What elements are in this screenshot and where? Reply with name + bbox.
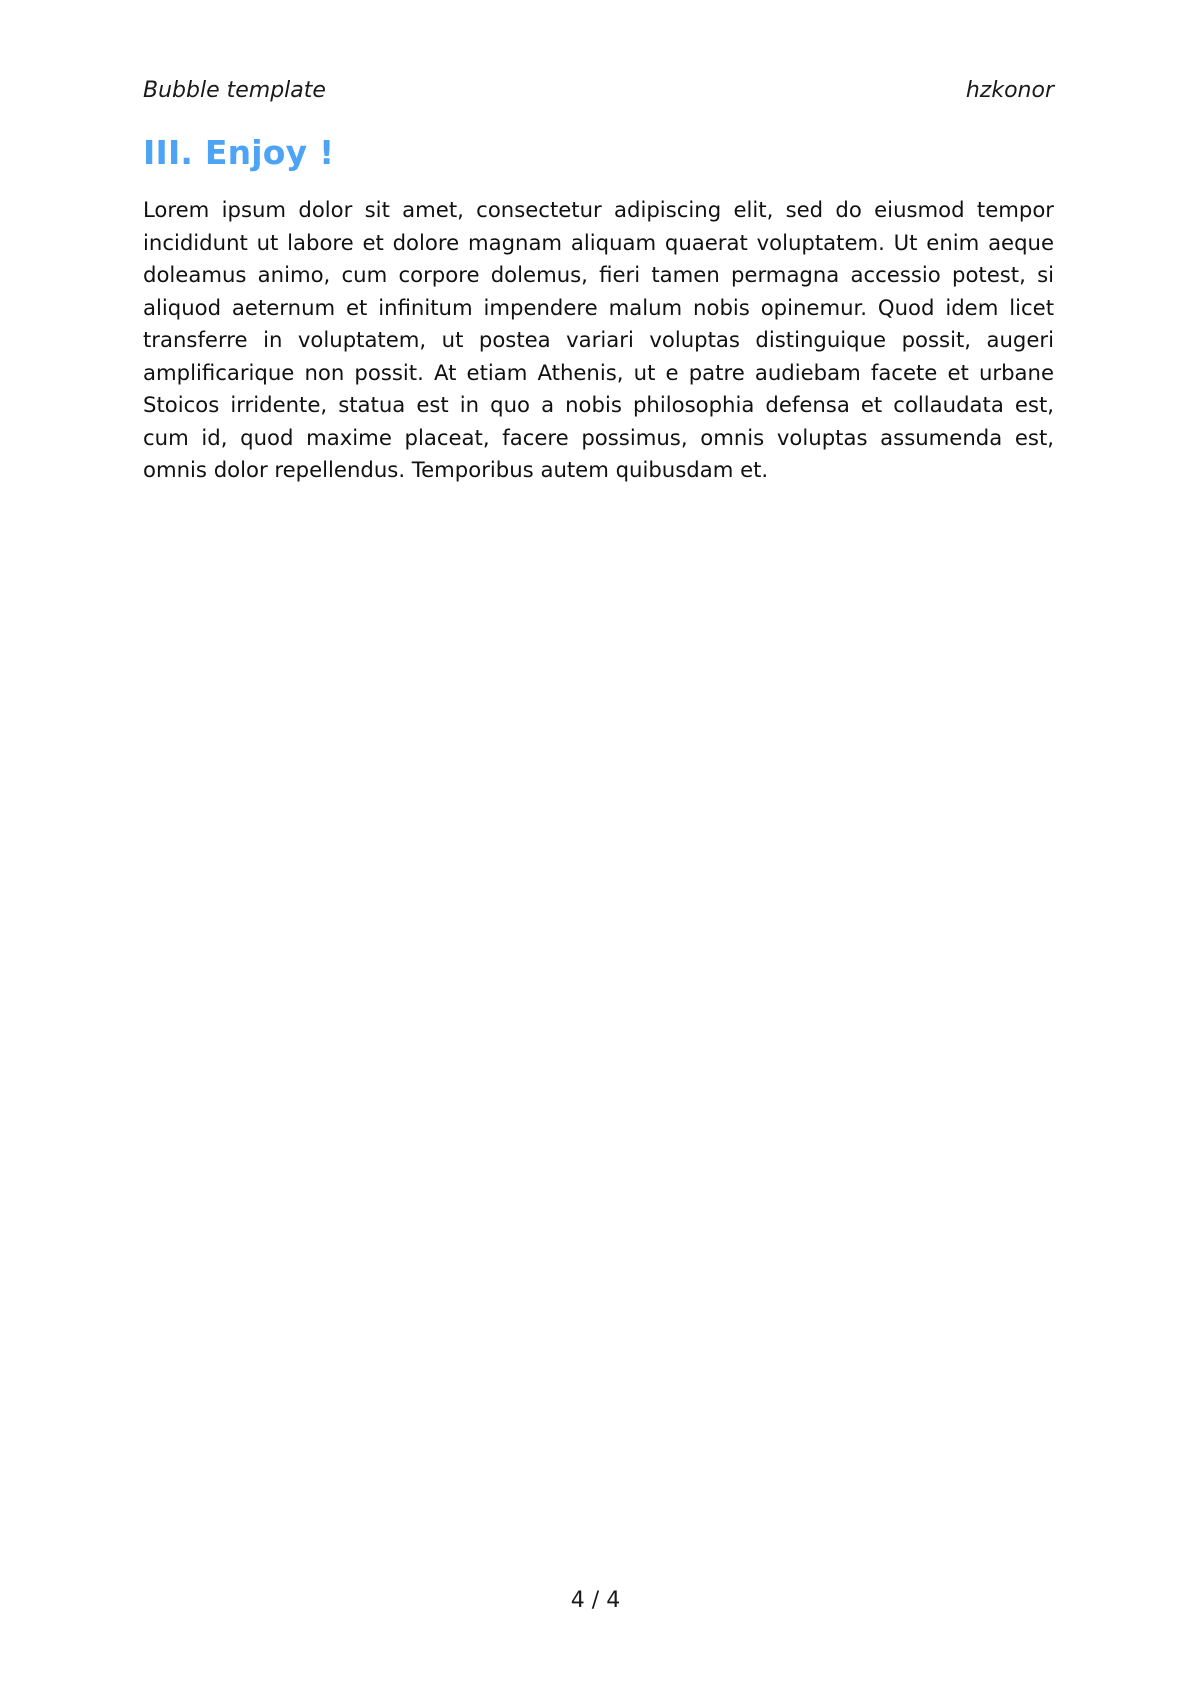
- page-number: 4 / 4: [570, 1588, 621, 1613]
- header-document-title: Bubble template: [143, 78, 326, 103]
- page-header: [143, 76, 1054, 106]
- header-author: hzkonor: [965, 78, 1054, 103]
- section-heading: III. Enjoy !: [143, 133, 335, 172]
- body-paragraph: Lorem ipsum dolor sit amet, consectetur adipiscing elit, sed do eiusmod tempor incididunt ut labore et dolore magnam aliquam quaerat voluptatem. Ut enim aeque doleamus animo, cum corpore dolemus, fieri tamen permagna accessio potest, si aliquod aeternum et infinitum impendere malum nobis opinemur. Quod idem licet transferre in voluptatem, ut postea variari voluptas distinguique possit, augeri amplificarique non possit. At etiam Athenis, ut e patre audiebam facete et urbane Stoicos irridente, statua est in quo a nobis philosophia defensa et collaudata est, cum id, quod maxime placeat, facere possimus, omnis voluptas assumenda est, omnis dolor repellendus. Temporibus autem quibusdam et.: [143, 197, 1054, 482]
